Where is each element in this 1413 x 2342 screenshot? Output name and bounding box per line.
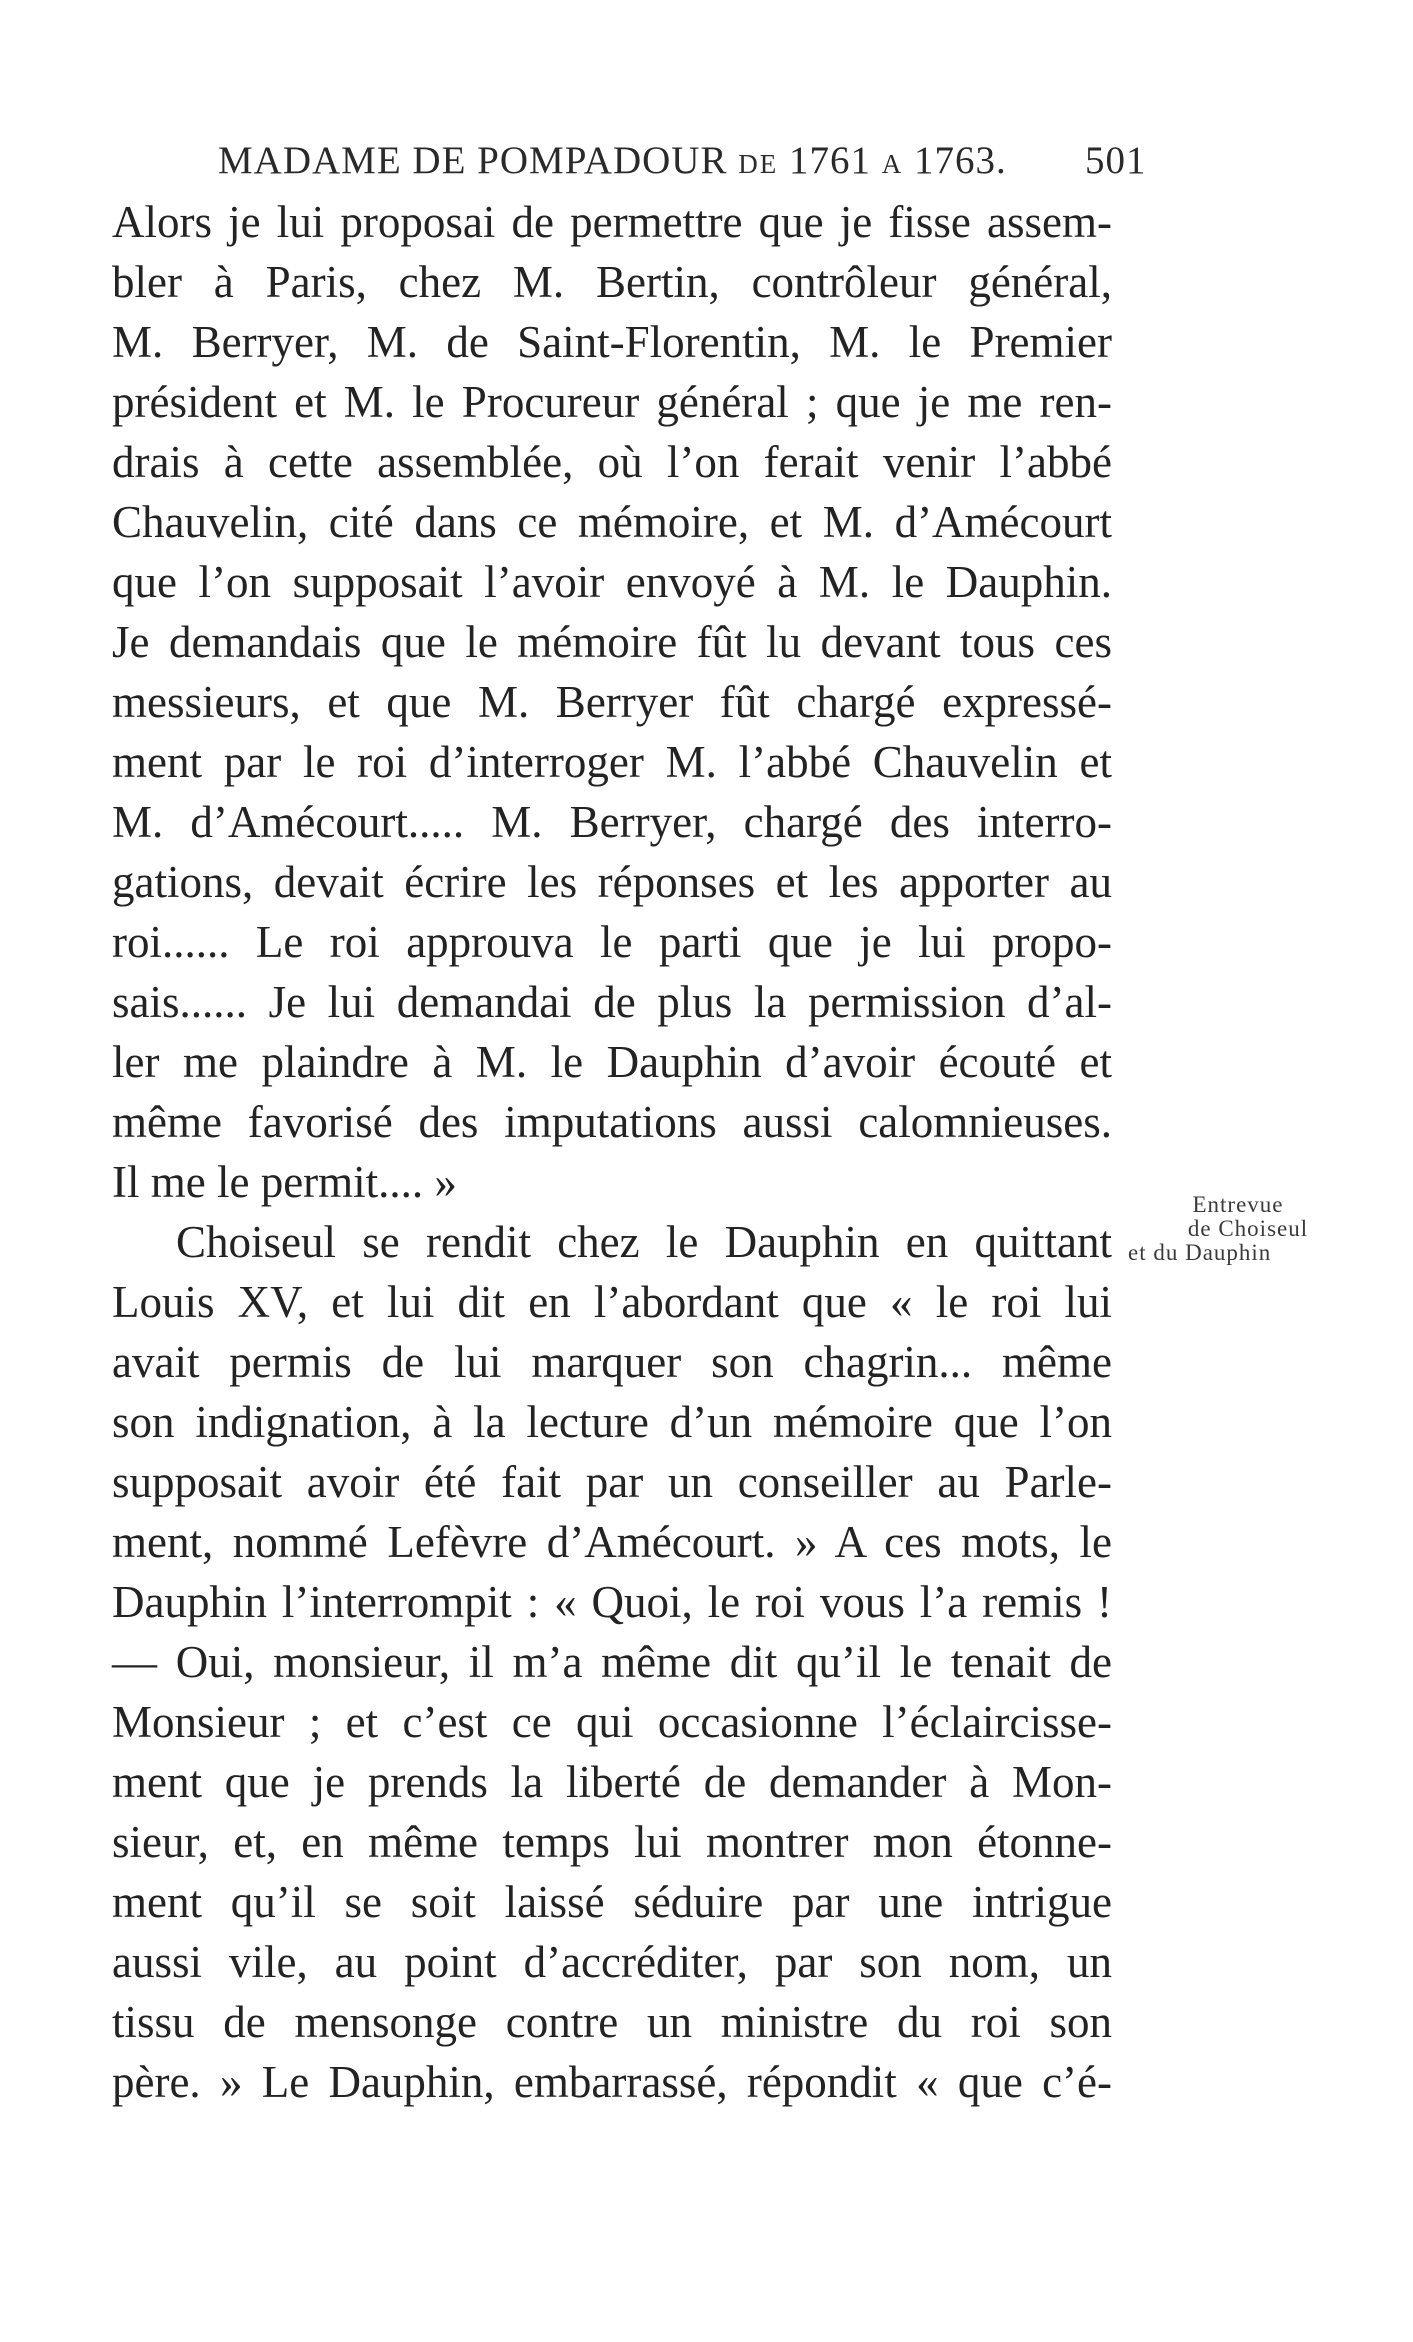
margin-note [1108,1193,1348,1265]
text-line: Chauvelin, cité dans ce mémoire, et M. d’Amécourt [112,497,1112,547]
text-line: sais...... Je lui demandai de plus la permission d’al- [112,977,1112,1027]
text-line: roi...... Le roi approuva le parti que je lui propo- [112,917,1112,967]
text-line: même favorisé des imputations aussi calomnieuses. [112,1097,1112,1147]
text-line: supposait avoir été fait par un conseiller au Parle- [112,1457,1112,1507]
text-line: ment par le roi d’interroger M. l’abbé Chauvelin et [112,737,1112,787]
text-line-paragraph-start: Choiseul se rendit chez le Dauphin en quittant [176,1217,1112,1267]
margin-note-line: de Choiseul [1187,1216,1309,1241]
margin-note-line: Entrevue [1192,1192,1284,1217]
text-line: avait permis de lui marquer son chagrin... même [112,1337,1112,1387]
text-line: aussi vile, au point d’accréditer, par son nom, un [112,1937,1112,1987]
running-title-main: MADAME DE POMPADOUR [218,139,728,182]
text-line: Alors je lui proposai de permettre que je fisse assem- [112,197,1112,247]
text-line: ment que je prends la liberté de demander à Mon- [112,1757,1112,1807]
text-line: sieur, et, en même temps lui montrer mon étonne- [112,1817,1112,1867]
text-line: ment, nommé Lefèvre d’Amécourt. » A ces mots, le [112,1517,1112,1567]
running-title-year-end: 1763. [913,139,1007,182]
text-line: Je demandais que le mémoire fût lu devant tous ces [112,617,1112,667]
text-line: Louis XV, et lui dit en l’abordant que « le roi lui [112,1277,1112,1327]
text-line: M. Berryer, M. de Saint-Florentin, M. le Premier [112,317,1112,367]
running-title-a: A [881,149,904,179]
margin-note-line: et du Dauphin [1128,1240,1272,1265]
text-line: ment qu’il se soit laissé séduire par une intrigue [112,1877,1112,1927]
text-line: Monsieur ; et c’est ce qui occasionne l’éclaircisse- [112,1697,1112,1747]
text-line: drais à cette assemblée, où l’on ferait venir l’abbé [112,437,1112,487]
text-line: bler à Paris, chez M. Bertin, contrôleur général, [112,257,1112,307]
body-text [112,192,1112,2112]
text-line: M. d’Amécourt..... M. Berryer, chargé des interro- [112,797,1112,847]
text-line: messieurs, et que M. Berryer fût chargé expressé- [112,677,1112,727]
text-line: père. » Le Dauphin, embarrassé, répondit « que c’é- [112,2057,1112,2107]
text-line-paragraph-end: Il me le permit.... » [112,1157,457,1207]
text-line: président et M. le Procureur général ; que je me ren- [112,377,1112,427]
running-title-de: DE [738,149,779,179]
text-line: que l’on supposait l’avoir envoyé à M. le Dauphin. [112,557,1112,607]
text-line: Dauphin l’interrompit : « Quoi, le roi vous l’a remis ! [112,1577,1112,1627]
text-line: — Oui, monsieur, il m’a même dit qu’il le tenait de [112,1637,1112,1687]
running-title-year-start: 1761 [788,139,871,182]
text-line: ler me plaindre à M. le Dauphin d’avoir écouté et [112,1037,1112,1087]
running-title [218,138,1007,183]
page-number: 501 [1085,139,1147,182]
text-line: tissu de mensonge contre un ministre du roi son [112,1997,1112,2047]
text-line: gations, devait écrire les réponses et les apporter au [112,857,1112,907]
text-line: son indignation, à la lecture d’un mémoire que l’on [112,1397,1112,1447]
running-head [0,138,1413,186]
